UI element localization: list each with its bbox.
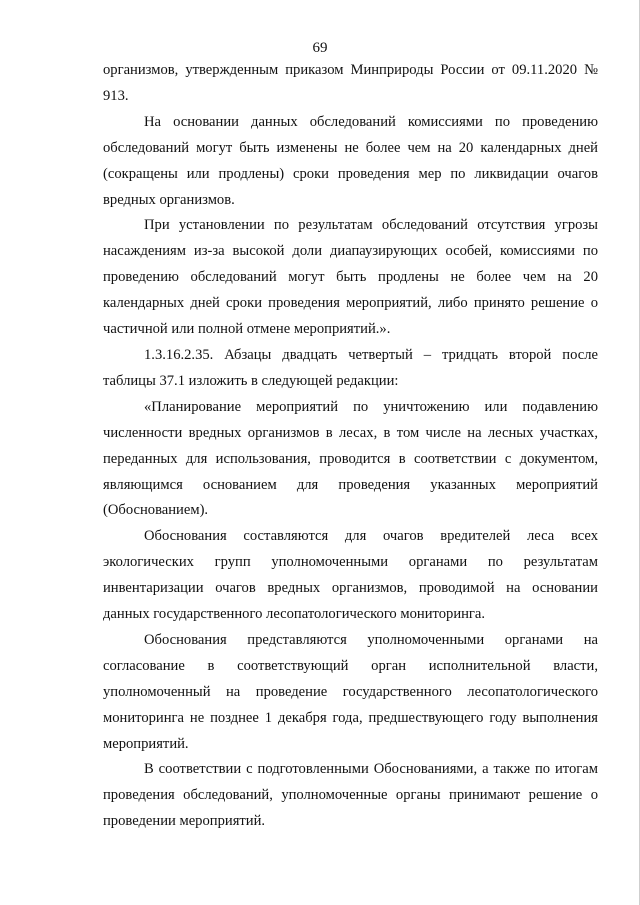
paragraph-7: Обоснования представляются уполномоченными органами на согласование в соответствующий орган исполнительной власти, уполномоченный на проведение государственного лесопатологического мониторинга не позднее 1 декабря года, предшествующего году выполнения мероприятий. xyxy=(103,631,598,752)
paragraph-1: организмов, утвержденным приказом Минприроды России от 09.11.2020 № 913. xyxy=(103,62,598,104)
document-body xyxy=(103,58,598,835)
paragraph-4: 1.3.16.2.35. Абзацы двадцать четвертый – тридцать второй после таблицы 37.1 изложить в следующей редакции: xyxy=(103,346,598,389)
paragraph-2: На основании данных обследований комиссиями по проведению обследований могут быть изменены не более чем на 20 календарных дней (сокращены или продлены) сроки проведения мер по ликвидации очагов вредных организмов. xyxy=(103,113,598,208)
paragraph-6: Обоснования составляются для очагов вредителей леса всех экологических групп уполномоченными органами по результатам инвентаризации очагов вредных организмов, проводимой на основании данных государственного лесопатологического мониторинга. xyxy=(103,528,598,623)
paragraph-8: В соответствии с подготовленными Обоснованиями, а также по итогам проведения обследований, уполномоченные органы принимают решение о проведении мероприятий. xyxy=(103,761,598,830)
paragraph-3: При установлении по результатам обследований отсутствия угрозы насаждениям из-за высокой доли диапаузирующих особей, комиссиями по проведению обследований могут быть продлены не более чем на 20 календарных дней сроки проведения мероприятий, либо принято решение о частичной или полной отмене мероприятий.». xyxy=(103,217,598,338)
page-number: 69 xyxy=(312,40,328,56)
paragraph-5: «Планирование мероприятий по уничтожению или подавлению численности вредных организмов в лесах, в том числе на лесных участках, переданных для использования, проводится в соответствии с документом, являющимся основанием для проведения указанных мероприятий (Обоснованием). xyxy=(103,398,598,519)
